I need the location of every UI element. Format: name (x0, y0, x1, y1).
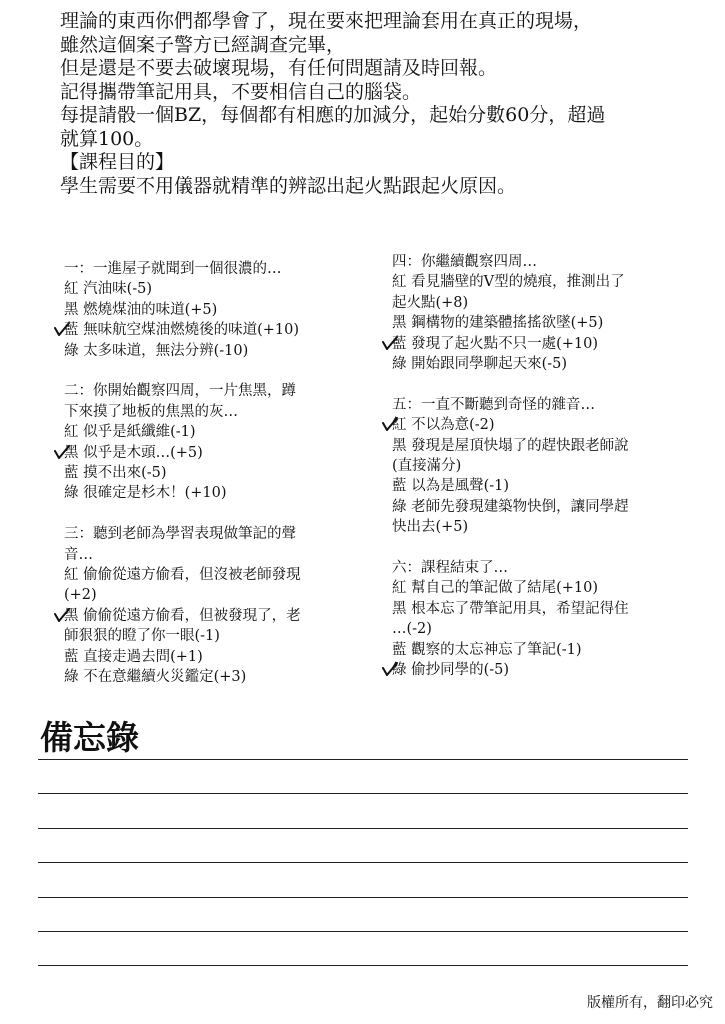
line-text: 下來摸了地板的焦黑的灰… (64, 403, 238, 420)
question-prompt (392, 558, 692, 578)
line-text: 二：你開始觀察四周，一片焦黑，蹲 (64, 383, 296, 400)
line-text: 綠 開始跟同學聊起天來(-5) (392, 356, 568, 373)
question-prompt (64, 259, 364, 279)
memo-rule-line (38, 793, 688, 794)
line-text: 綠 太多味道，無法分辨(-10) (64, 342, 249, 359)
line-text: 紅 不以為意(-2) (392, 417, 495, 434)
line-text: (直接滿分) (392, 458, 462, 475)
question-block (64, 381, 364, 503)
line-text: (+2) (64, 587, 97, 604)
copyright-footer: 版權所有，翻印必究 (587, 995, 713, 1011)
line-text: 綠 偷抄同學的(-5) (392, 662, 510, 679)
checkmark-icon (54, 608, 70, 622)
line-text: …(-2) (392, 621, 432, 638)
answer-option (392, 313, 692, 333)
question-block (64, 259, 364, 361)
line-text: 五：一直不斷聽到奇怪的雜音… (392, 396, 595, 413)
line-text: 一：一進屋子就聞到一個很濃的… (64, 261, 282, 277)
checkmark-icon (54, 322, 70, 336)
answer-option (64, 422, 364, 442)
memo-rule-line (38, 965, 688, 966)
answer-option (392, 619, 692, 639)
intro-line: 記得攜帶筆記用具，不要相信自己的腦袋。 (60, 80, 422, 103)
answer-option (64, 565, 364, 585)
line-text: 綠 很確定是杉木！(+10) (64, 485, 227, 502)
answer-option (392, 660, 692, 680)
answer-option (392, 640, 692, 660)
answer-option (64, 320, 364, 340)
line-text: 黑 根本忘了帶筆記用具，希望記得住 (392, 600, 629, 617)
answer-option (392, 476, 692, 496)
intro-line: 就算100。 (60, 127, 154, 150)
line-text: 音… (64, 546, 93, 563)
line-text: 藍 摸不出來(-5) (64, 465, 167, 482)
line-text: 綠 老師先發現建築物快倒，讓同學趕 (392, 498, 629, 515)
question-prompt (392, 395, 692, 415)
answer-option (64, 463, 364, 483)
answer-option (64, 545, 364, 565)
answer-option (64, 300, 364, 320)
intro-line: 但是還是不要去破壞現場，有任何問題請及時回報。 (60, 57, 498, 79)
answer-option (392, 436, 692, 456)
intro-line: 每提請骰一個BZ，每個都有相應的加減分，起始分數60分，超過 (60, 104, 606, 126)
answer-option (64, 626, 364, 646)
line-text: 起火點(+8) (392, 294, 469, 311)
answer-option (64, 647, 364, 667)
answer-option (392, 517, 692, 537)
answer-option (392, 272, 692, 292)
line-text: 黑 偷偷從遠方偷看，但被發現了，老 (64, 607, 301, 624)
answer-option (392, 497, 692, 517)
memo-rule-line (38, 862, 688, 863)
answer-option (64, 279, 364, 299)
intro-text (60, 10, 690, 198)
line-text: 藍 以為是風聲(-1) (392, 478, 510, 495)
line-text: 黑 燃燒煤油的味道(+5) (64, 301, 218, 318)
line-text: 藍 無味航空煤油燃燒後的味道(+10) (64, 322, 300, 339)
answer-option (392, 599, 692, 619)
intro-line: 【課程目的】 (60, 151, 175, 173)
line-text: 三：聽到老師為學習表現做筆記的聲 (64, 526, 296, 543)
answer-option (64, 443, 364, 463)
question-block (392, 252, 692, 374)
intro-line: 理論的東西你們都學會了，現在要來把理論套用在真正的現場， (60, 10, 593, 32)
memo-rule-line (38, 828, 688, 829)
line-text: 黑 似乎是木頭…(+5) (64, 444, 203, 461)
line-text: 師狠狠的瞪了你一眼(-1) (64, 628, 220, 645)
line-text: 藍 觀察的太忘神忘了筆記(-1) (392, 641, 582, 658)
line-text: 六：課程結束了… (392, 560, 508, 577)
question-prompt (392, 252, 692, 272)
answer-option (392, 578, 692, 598)
right-column (392, 252, 692, 701)
left-column (64, 259, 364, 708)
checkmark-icon (382, 417, 398, 431)
answer-option (64, 667, 364, 687)
answer-option (64, 585, 364, 605)
line-text: 四：你繼續觀察四周… (392, 254, 537, 270)
line-text: 藍 發現了起火點不只一處(+10) (392, 335, 599, 352)
question-prompt (64, 381, 364, 401)
intro-line: 雖然這個案子警方已經調查完畢， (60, 33, 346, 56)
intro-line: 學生需要不用儀器就精準的辨認出起火點跟起火原因。 (60, 174, 517, 197)
question-block (392, 558, 692, 680)
question-prompt (64, 524, 364, 544)
answer-option (392, 354, 692, 374)
checkmark-icon (54, 445, 70, 459)
answer-option (64, 606, 364, 626)
memo-title: 備忘錄 (40, 718, 139, 757)
line-text: 黑 發現是屋頂快塌了的趕快跟老師說 (392, 437, 629, 454)
memo-rule-line (38, 931, 688, 932)
line-text: 藍 直接走過去問(+1) (64, 648, 203, 665)
line-text: 紅 似乎是紙纖維(-1) (64, 424, 196, 441)
line-text: 黑 鋼構物的建築體搖搖欲墜(+5) (392, 315, 604, 332)
answer-option (64, 341, 364, 361)
line-text: 紅 偷偷從遠方偷看，但沒被老師發現 (64, 567, 301, 584)
question-block (392, 395, 692, 538)
line-text: 綠 不在意繼續火災鑑定(+3) (64, 669, 247, 686)
answer-option (64, 483, 364, 503)
checkmark-icon (382, 662, 398, 676)
answer-option (392, 334, 692, 354)
memo-rule-line (38, 759, 688, 760)
line-text: 快出去(+5) (392, 519, 469, 536)
answer-option (392, 293, 692, 313)
answer-option (64, 402, 364, 422)
line-text: 紅 汽油味(-5) (64, 281, 153, 298)
question-block (64, 524, 364, 687)
checkmark-icon (382, 336, 398, 350)
memo-rule-line (38, 897, 688, 898)
line-text: 紅 看見牆壁的V型的燒痕，推測出了 (392, 274, 625, 291)
answer-option (392, 415, 692, 435)
line-text: 紅 幫自己的筆記做了結尾(+10) (392, 580, 599, 597)
answer-option (392, 456, 692, 476)
